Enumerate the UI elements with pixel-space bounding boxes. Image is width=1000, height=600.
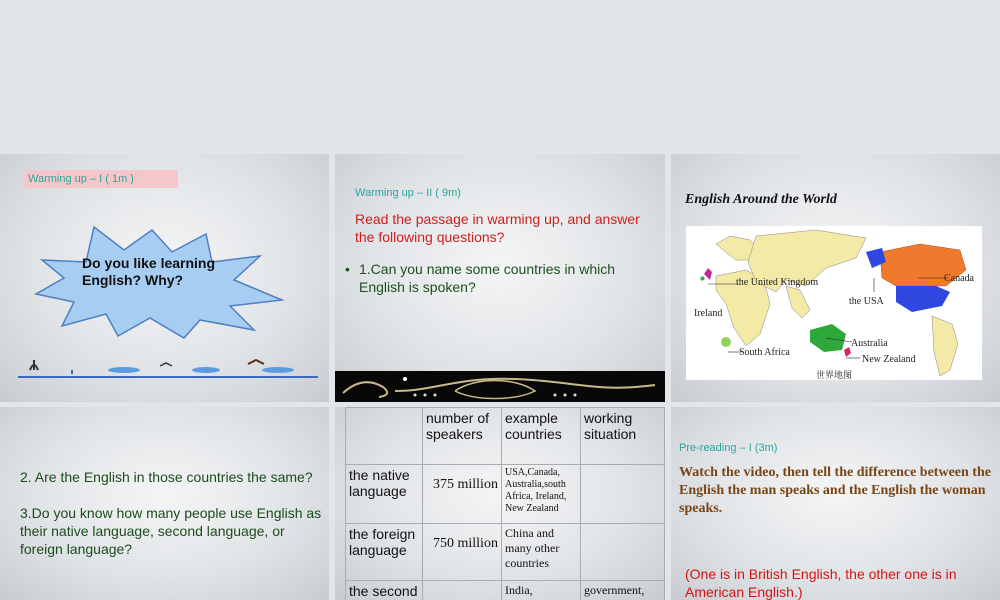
- slide-english-around-world[interactable]: [671, 154, 1000, 402]
- table-row: [346, 581, 665, 600]
- slide-title: Pre-reading – I (3m): [679, 442, 778, 454]
- slide-speakers-table[interactable]: [335, 407, 665, 600]
- horizon-line: [18, 376, 318, 378]
- table-row: [346, 524, 665, 581]
- table-cell: China and many other countries: [502, 524, 581, 581]
- map-label-ireland: Ireland: [694, 308, 723, 319]
- table-cell: the second: [346, 581, 423, 600]
- map-caption: 世界地图: [816, 370, 853, 380]
- map-label-south-africa: South Africa: [739, 347, 790, 358]
- table-cell: [581, 465, 665, 524]
- questions-block: [20, 468, 325, 558]
- bullet-question: [345, 260, 645, 296]
- slide-title: Warming up – II ( 9m): [355, 187, 461, 199]
- table-cell: USA,Canada, Australia,south Africa, Ireland, New Zealand: [502, 465, 581, 524]
- table-cell: 375 million: [423, 465, 502, 524]
- table-cell: 750 million: [423, 524, 502, 581]
- speakers-table: [345, 407, 665, 600]
- ornament-flourish: [335, 371, 665, 402]
- question-text: Do you like learning English? Why?: [82, 255, 216, 288]
- bullet-glyph: •: [345, 261, 350, 277]
- map-label-canada: Canada: [944, 273, 974, 284]
- instruction-text: Read the passage in warming up, and answer the following questions?: [355, 211, 640, 245]
- ornament-band: [335, 371, 665, 402]
- table-cell: the foreign language: [346, 524, 423, 581]
- world-map: [686, 226, 982, 380]
- table-cell: government,: [581, 581, 665, 600]
- instruction-text: Watch the video, then tell the difference between the English the man speaks and the English the woman speaks.: [679, 465, 991, 516]
- table-cell: [423, 581, 502, 600]
- question-2: 2. Are the English in those countries the same?: [20, 469, 313, 485]
- table-row: [346, 465, 665, 524]
- map-label-usa: the USA: [849, 296, 884, 307]
- table-header-row: [346, 408, 665, 465]
- table-cell: India,: [502, 581, 581, 600]
- question-3: 3.Do you know how many people use English as their native language, second language, or foreign language?: [20, 505, 322, 557]
- map-label-australia: Australia: [851, 338, 888, 349]
- table-header: [346, 408, 423, 465]
- map-label-uk: the United Kingdom: [736, 277, 819, 288]
- table-header: working situation: [581, 408, 665, 465]
- slide-warming-up-1[interactable]: [0, 154, 329, 402]
- table-cell: [581, 524, 665, 581]
- table-header: number of speakers: [423, 408, 502, 465]
- top-blank-area: [0, 0, 1000, 150]
- map-label-new-zealand: New Zealand: [862, 354, 916, 365]
- table-header: example countries: [502, 408, 581, 465]
- slide-questions[interactable]: [0, 407, 329, 600]
- table-cell: the native language: [346, 465, 423, 524]
- question-text: 1.Can you name some countries in which English is spoken?: [359, 261, 616, 295]
- answer-text: (One is in British English, the other one is in American English.): [685, 566, 957, 600]
- slide-warming-up-2[interactable]: [335, 154, 665, 402]
- world-map-graphic: [686, 226, 982, 380]
- slide-title: Warming up – I ( 1m ): [24, 170, 178, 188]
- slide-pre-reading[interactable]: [671, 407, 1000, 600]
- slide-title: English Around the World: [685, 192, 837, 207]
